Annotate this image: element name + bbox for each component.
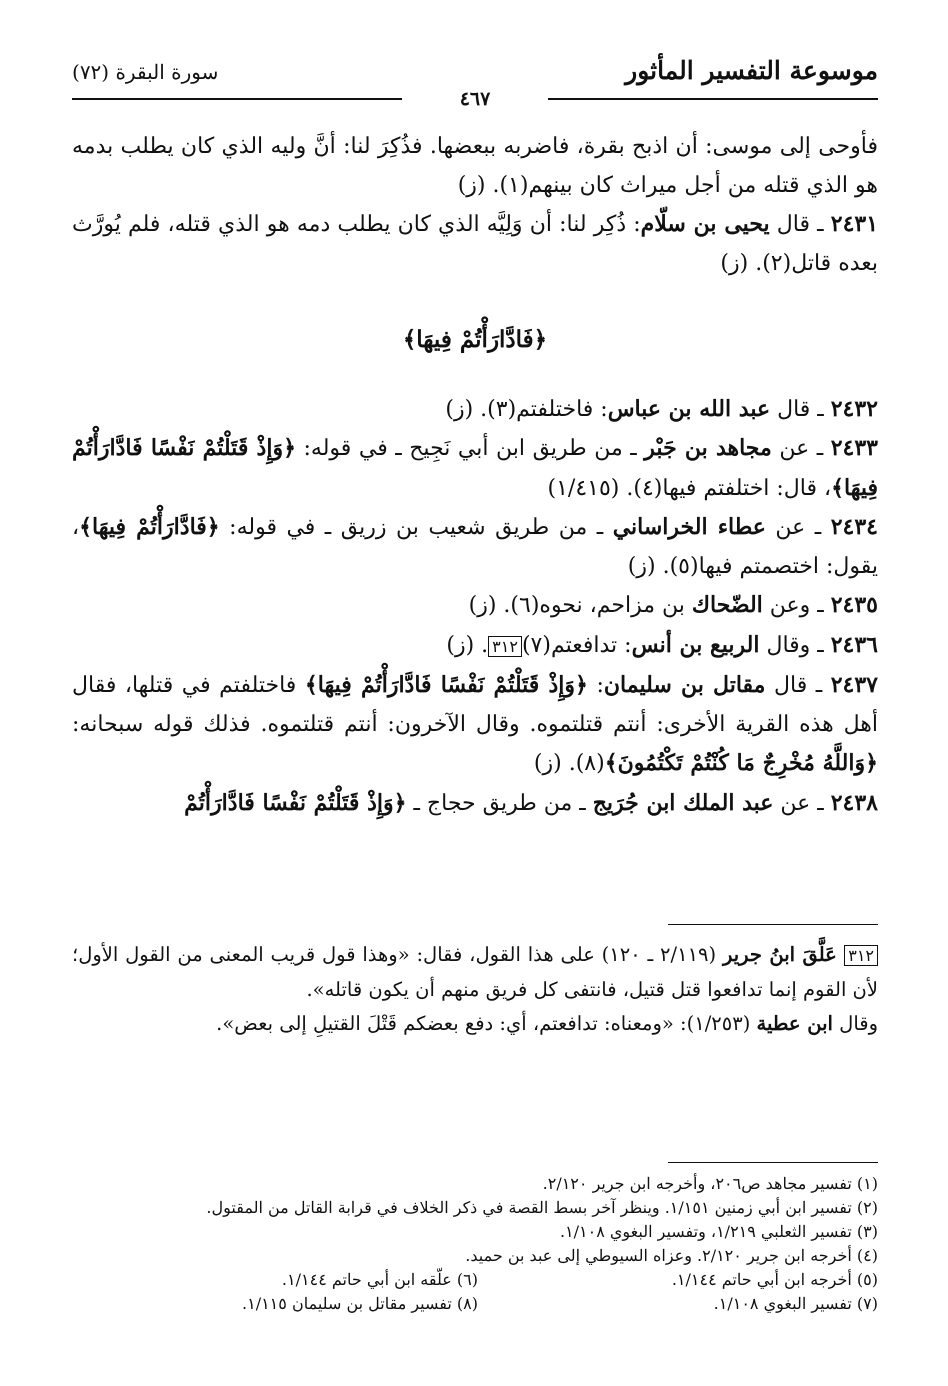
entry-text: : تدافعتم(٧) xyxy=(521,632,632,658)
entry-text: : فاختلفتم(٣). (ز) xyxy=(445,396,608,422)
header-rule-right xyxy=(548,98,878,100)
entry-text: ـ قال xyxy=(770,396,831,422)
book-title: موسوعة التفسير المأثور xyxy=(625,56,878,85)
entry-text: (٨). (ز) xyxy=(533,751,605,776)
entry-2436 xyxy=(72,626,878,667)
narrator-name: يحيى بن سلّام xyxy=(640,211,770,237)
ayah-heading: ﴿فَادَّارَأْتُمْ فِيهَا﴾ xyxy=(402,326,548,353)
surah-title: سورة البقرة (٧٢) xyxy=(72,60,219,84)
note-paragraph xyxy=(72,938,878,1007)
note-paragraph xyxy=(72,1007,878,1041)
quran-quote: ﴿وَإِذْ قَتَلْتُمْ نَفْسًا فَادَّارَأْتُمْ xyxy=(184,789,407,816)
entry-text: ـ من طريق شعيب بن زريق ـ في قوله: xyxy=(219,515,613,540)
entry-number: ٢٤٣١ xyxy=(830,211,879,237)
quran-quote: ﴿وَاللَّهُ مُخْرِجٌ مَا كُنْتُمْ تَكْتُمُونَ﴾ xyxy=(604,750,878,776)
entry-2431 xyxy=(72,205,878,283)
page-header xyxy=(72,52,878,110)
entry-text: : ذُكِر لنا: أن وَلِيَّه الذي كان يطلب دمه هو الذي قتله، فلم يُورَّث بعده قاتل(٢). (ز) xyxy=(72,212,878,276)
narrator-name: مجاهد بن جَبْر xyxy=(644,435,772,461)
entry-text: ، يقول: اختصمتم فيها(٥). (ز) xyxy=(72,515,878,579)
entry-text: ـ عن xyxy=(773,790,831,816)
narrator-name: عبد الملك ابن جُرَيج xyxy=(592,789,774,816)
quran-quote: ﴿فَادَّارَأْتُمْ فِيهَا﴾ xyxy=(79,514,220,540)
narrator-name: الربيع بن أنس xyxy=(631,631,760,658)
narrator-name: عطاء الخراساني xyxy=(612,514,766,540)
narrator-name: عبد الله بن عباس xyxy=(607,395,771,422)
entry-2435 xyxy=(72,586,878,626)
footnote-1: (١) تفسير مجاهد ص٢٠٦، وأخرجه ابن جرير ٢/١٢٠. xyxy=(542,1174,878,1193)
entry-number: ٢٤٣٢ xyxy=(830,395,878,422)
entry-2438 xyxy=(72,784,878,824)
entry-text: ، قال: اختلفتم فيها(٤). (١/٤١٥) xyxy=(547,475,832,501)
entry-text: ـ وعن xyxy=(762,593,831,618)
footnote-row xyxy=(72,1268,878,1292)
note-separator xyxy=(668,924,878,925)
note-text: (١/٢٥٣): «ومعناه: تدافعتم، أي: دفع بعضكم قَتْلَ القتيلِ إلى بعض». xyxy=(216,1012,757,1035)
entry-text: بن مزاحم، نحوه(٦). (ز) xyxy=(468,593,692,618)
entry-2433 xyxy=(72,429,878,508)
quran-quote: ﴿وَإِذْ قَتَلْتُمْ نَفْسًا فَادَّارَأْتُمْ فِيهَا﴾ xyxy=(304,672,588,698)
footnote-7: (٧) تفسير البغوي ١/١٠٨. xyxy=(713,1294,878,1313)
narrator-name: مقاتل بن سليمان xyxy=(603,672,766,698)
entry-text: ـ وقال xyxy=(759,632,831,658)
entry-text: : xyxy=(587,673,604,698)
footnote-6: (٦) علّقه ابن أبي حاتم ١/١٤٤. xyxy=(281,1270,478,1289)
entry-number: ٢٤٣٨ xyxy=(830,789,878,816)
entry-number: ٢٤٣٦ xyxy=(830,631,878,658)
header-rule-left xyxy=(72,98,402,100)
note-text: وقال xyxy=(832,1012,878,1035)
narrator-name: الضّحاك xyxy=(691,592,763,618)
entry-number: ٢٤٣٥ xyxy=(830,592,878,618)
entry-text: ـ قال xyxy=(769,212,831,237)
footnote-8: (٨) تفسير مقاتل بن سليمان ١/١١٥. xyxy=(242,1294,478,1313)
note-number-box: ٣١٢ xyxy=(844,945,878,966)
note-author: ابن عطية xyxy=(756,1012,833,1035)
entry-2432 xyxy=(72,390,878,430)
footnote-2: (٢) تفسير ابن أبي زمنين ١/١٥١. وينظر آخر بسط القصة في ذكر الخلاف في قرابة القاتل من المقتول. xyxy=(206,1198,878,1217)
book-page xyxy=(72,52,878,1352)
entry-2437 xyxy=(72,666,878,784)
footnote-separator xyxy=(668,1162,878,1163)
note-text: (٢/١١٩ ـ ١٢٠) على هذا القول، فقال: «وهذا قول قريب المعنى من القول الأول؛ لأن القوم إنما تدافعوا قتل قتيل، فانتفى كل فريق منهم أن يكون قاتله». xyxy=(72,943,878,1001)
entry-text: . (ز) xyxy=(446,632,489,658)
page-number: ٤٦٧ xyxy=(459,88,491,110)
entry-number: ٢٤٣٣ xyxy=(830,435,878,461)
note-author: عَلَّقَ ابنُ جرير xyxy=(722,943,845,966)
entry-text: ـ عن xyxy=(765,515,831,540)
footnote-3: (٣) تفسير الثعلبي ١/٢١٩، وتفسير البغوي ١/١٠٨. xyxy=(559,1222,878,1241)
entry-text: ـ عن xyxy=(771,436,831,461)
footnotes xyxy=(72,1172,878,1316)
entry-text: ـ من طريق حجاج ـ xyxy=(406,790,593,816)
paragraph-continuation: فأوحى إلى موسى: أن اذبح بقرة، فاضربه ببعضها. فذُكِرَ لنا: أنَّ وليه الذي كان يطلب بدمه هو الذي قتله من أجل ميراث كان بينهم(١). (ز) xyxy=(72,134,878,198)
entry-2434 xyxy=(72,508,878,586)
entry-number: ٢٤٣٧ xyxy=(830,672,878,698)
entry-number: ٢٤٣٤ xyxy=(830,514,878,540)
entry-text: فاختلفتم في قتلها، فقال أهل هذه القرية الأخرى: أنتم قتلتموه. وقال الآخرون: أنتم قتلتموه. فذلك قوله سبحانه: xyxy=(72,673,878,737)
footnote-5: (٥) أخرجه ابن أبي حاتم ١/١٤٤. xyxy=(671,1270,878,1289)
footnote-row xyxy=(72,1292,878,1316)
entry-text: ـ من طريق ابن أبي نَجِيح ـ في قوله: xyxy=(295,436,645,461)
note-reference-box: ٣١٢ xyxy=(488,636,522,657)
quran-quote: ﴿وَإِذْ قَتَلْتُمْ نَفْسًا فَادَّارَأْتُمْ فِيهَا﴾ xyxy=(72,435,878,501)
entry-text: ـ قال xyxy=(765,673,831,698)
commentary-note xyxy=(72,938,878,1041)
main-text xyxy=(72,128,878,823)
footnote-4: (٤) أخرجه ابن جرير ٢/١٢٠. وعزاه السيوطي إلى عبد بن حميد. xyxy=(465,1246,878,1265)
